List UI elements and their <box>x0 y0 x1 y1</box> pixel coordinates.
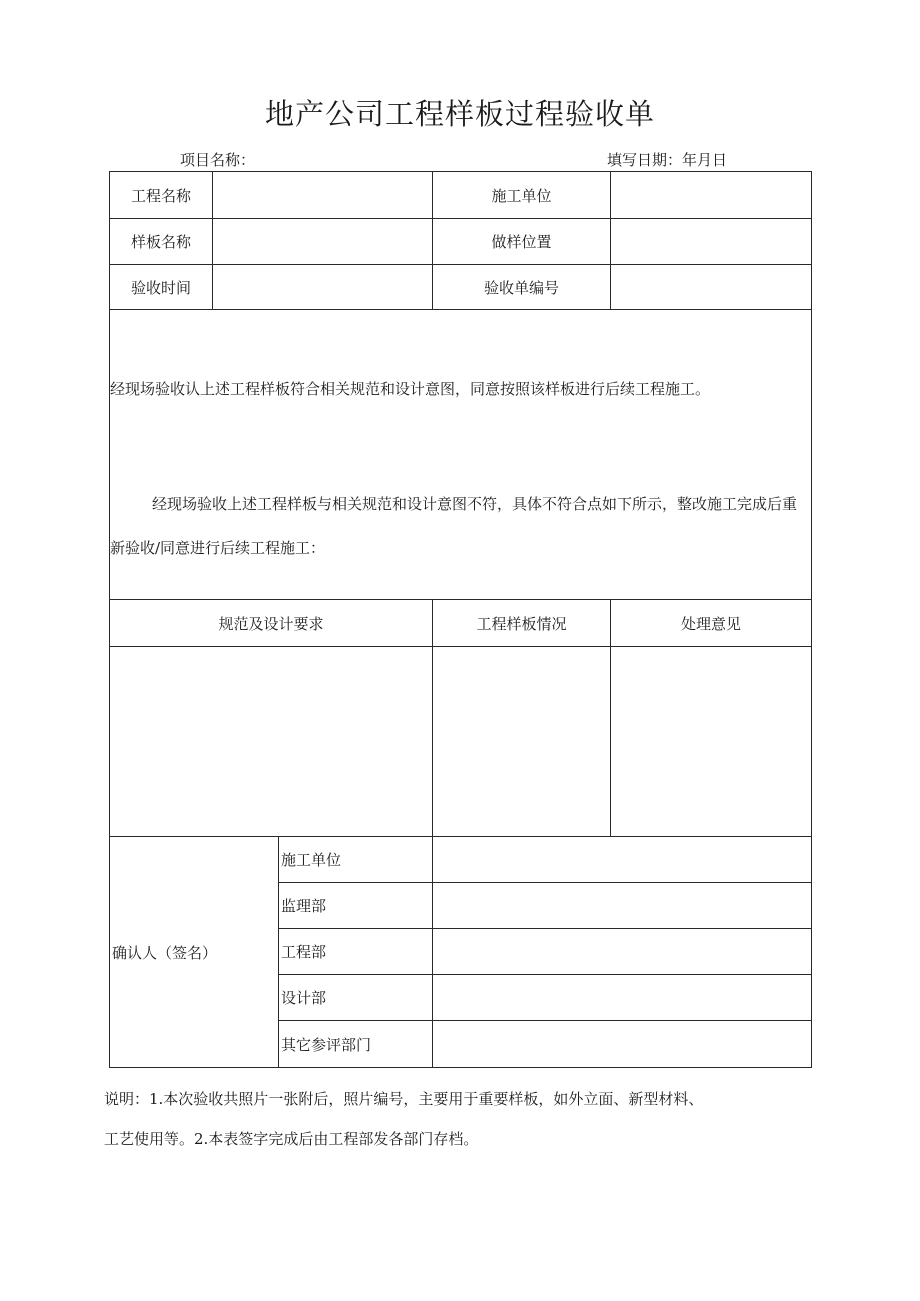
form-number-cell: 验收单编号 <box>433 265 611 310</box>
signature-field[interactable] <box>433 1021 812 1068</box>
opinion-row <box>110 310 812 600</box>
info-row <box>110 172 812 219</box>
handling-value[interactable] <box>611 647 812 837</box>
form-number-value[interactable] <box>611 265 812 310</box>
construction-unit-value[interactable] <box>611 172 812 219</box>
pass-opinion-text: 经现场验收认上述工程样板符合相关规范和设计意图，同意按照该样板进行后续工程施工。 <box>110 380 711 398</box>
sample-name-cell: 样板名称 <box>110 219 213 265</box>
signature-field[interactable] <box>433 929 812 975</box>
form-title: 地产公司工程样板过程验收单 <box>264 97 655 131</box>
status-value[interactable] <box>433 647 611 837</box>
fail-opinion-text: 经现场验收上述工程样板与相关规范和设计意图不符，具体不符合点如下所示，整改施工完成后重新验收/同意进行后续工程施工： <box>110 495 798 557</box>
dept-label: 施工单位 <box>279 837 433 883</box>
info-row <box>110 219 812 265</box>
notes-line-1: 说明：1.本次验收共照片一张附后，照片编号，主要用于重要样板，如外立面、新型材料、 <box>104 1090 704 1108</box>
acceptance-time-cell: 验收时间 <box>110 265 213 310</box>
spec-value[interactable] <box>110 647 433 837</box>
construction-unit-cell: 施工单位 <box>433 172 611 219</box>
fill-date-label: 填写日期：年月日 <box>607 151 728 169</box>
notes-line-2: 工艺使用等。2.本表签字完成后由工程部发各部门存档。 <box>104 1130 479 1148</box>
notes <box>104 1079 804 1159</box>
opinion-cell <box>110 310 812 600</box>
dept-label: 其它参评部门 <box>279 1021 433 1068</box>
signature-field[interactable] <box>433 837 812 883</box>
sample-location-cell: 做样位置 <box>433 219 611 265</box>
dept-label: 监理部 <box>279 883 433 929</box>
compare-header-row <box>110 600 812 647</box>
dept-label: 设计部 <box>279 975 433 1021</box>
sample-name-value[interactable] <box>213 219 433 265</box>
handling-header: 处理意见 <box>611 600 812 647</box>
acceptance-time-value[interactable] <box>213 265 433 310</box>
project-name-value[interactable] <box>213 172 433 219</box>
confirm-label: 确认人（签名） <box>110 837 279 1068</box>
compare-body-row <box>110 647 812 837</box>
project-name-cell: 工程名称 <box>110 172 213 219</box>
dept-label: 工程部 <box>279 929 433 975</box>
status-header: 工程样板情况 <box>433 600 611 647</box>
signature-field[interactable] <box>433 883 812 929</box>
confirm-row <box>110 837 812 883</box>
info-row <box>110 265 812 310</box>
signature-field[interactable] <box>433 975 812 1021</box>
spec-header: 规范及设计要求 <box>110 600 433 647</box>
project-name-label: 项目名称： <box>180 151 256 169</box>
acceptance-form-table <box>109 171 812 1068</box>
sample-location-value[interactable] <box>611 219 812 265</box>
